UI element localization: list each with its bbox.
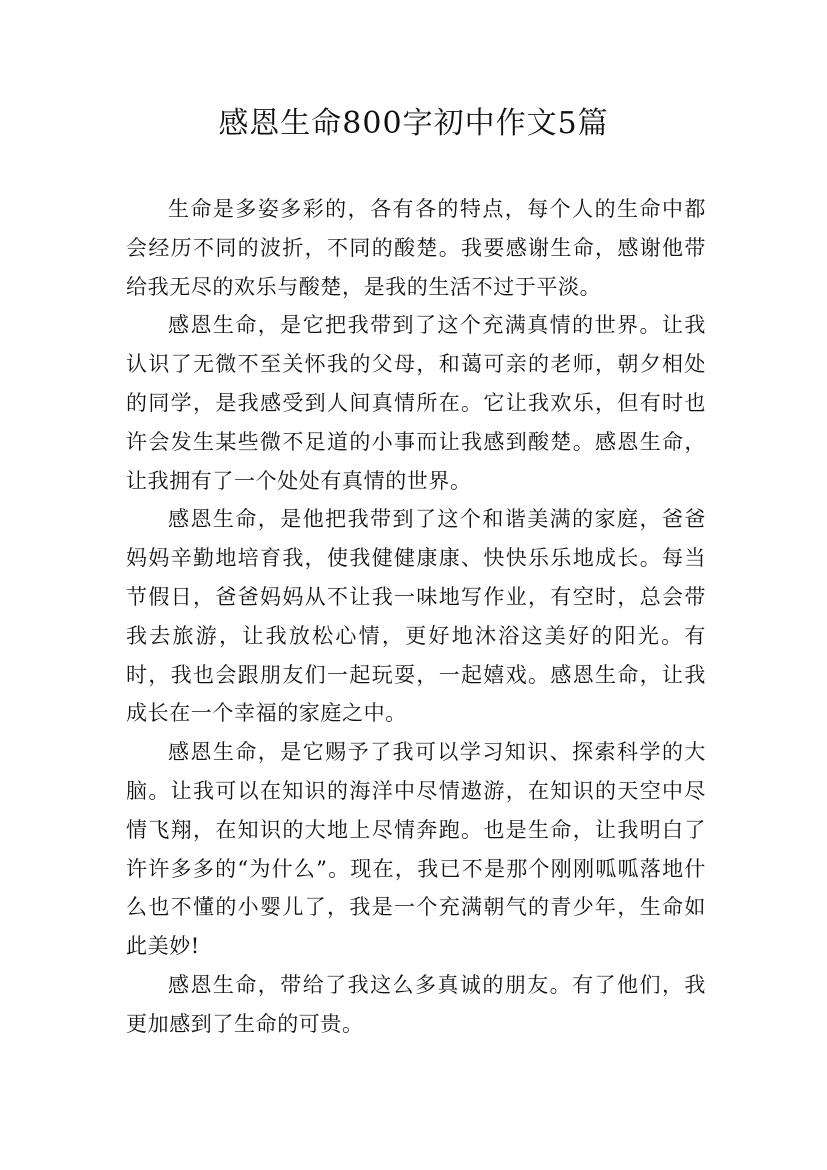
article-body xyxy=(126,190,706,1044)
paragraph-3: 感恩生命，是他把我带到了这个和谐美满的家庭，爸爸妈妈辛勤地培育我，使我健健康康、快快乐乐地成长。每当节假日，爸爸妈妈从不让我一味地写作业，有空时，总会带我去旅游，让我放松心情，更好地沐浴这美好的阳光。有时，我也会跟朋友们一起玩耍，一起嬉戏。感恩生命，让我成长在一个幸福的家庭之中。 xyxy=(126,507,706,726)
paragraph-5: 感恩生命，带给了我这么多真诚的朋友。有了他们，我更加感到了生命的可贵。 xyxy=(126,972,706,1036)
paragraph-4: 感恩生命，是它赐予了我可以学习知识、探索科学的大脑。让我可以在知识的海洋中尽情遨游，在知识的天空中尽情飞翔，在知识的大地上尽情奔跑。也是生命，让我明白了许许多多的“为什么”。现在，我已不是那个刚刚呱呱落地什么也不懂的小婴儿了，我是一个充满朝气的青少年，生命如此美妙! xyxy=(126,740,706,959)
paragraph-2: 感恩生命，是它把我带到了这个充满真情的世界。让我认识了无微不至关怀我的父母，和蔼可亲的老师，朝夕相处的同学，是我感受到人间真情所在。它让我欢乐，但有时也许会发生某些微不足道的小事而让我感到酸楚。感恩生命，让我拥有了一个处处有真情的世界。 xyxy=(126,313,706,493)
paragraph-1: 生命是多姿多彩的，各有各的特点，每个人的生命中都会经历不同的波折，不同的酸楚。我要感谢生命，感谢他带给我无尽的欢乐与酸楚，是我的生活不过于平淡。 xyxy=(126,197,706,299)
page-title: 感恩生命800字初中作文5篇 xyxy=(218,106,609,141)
